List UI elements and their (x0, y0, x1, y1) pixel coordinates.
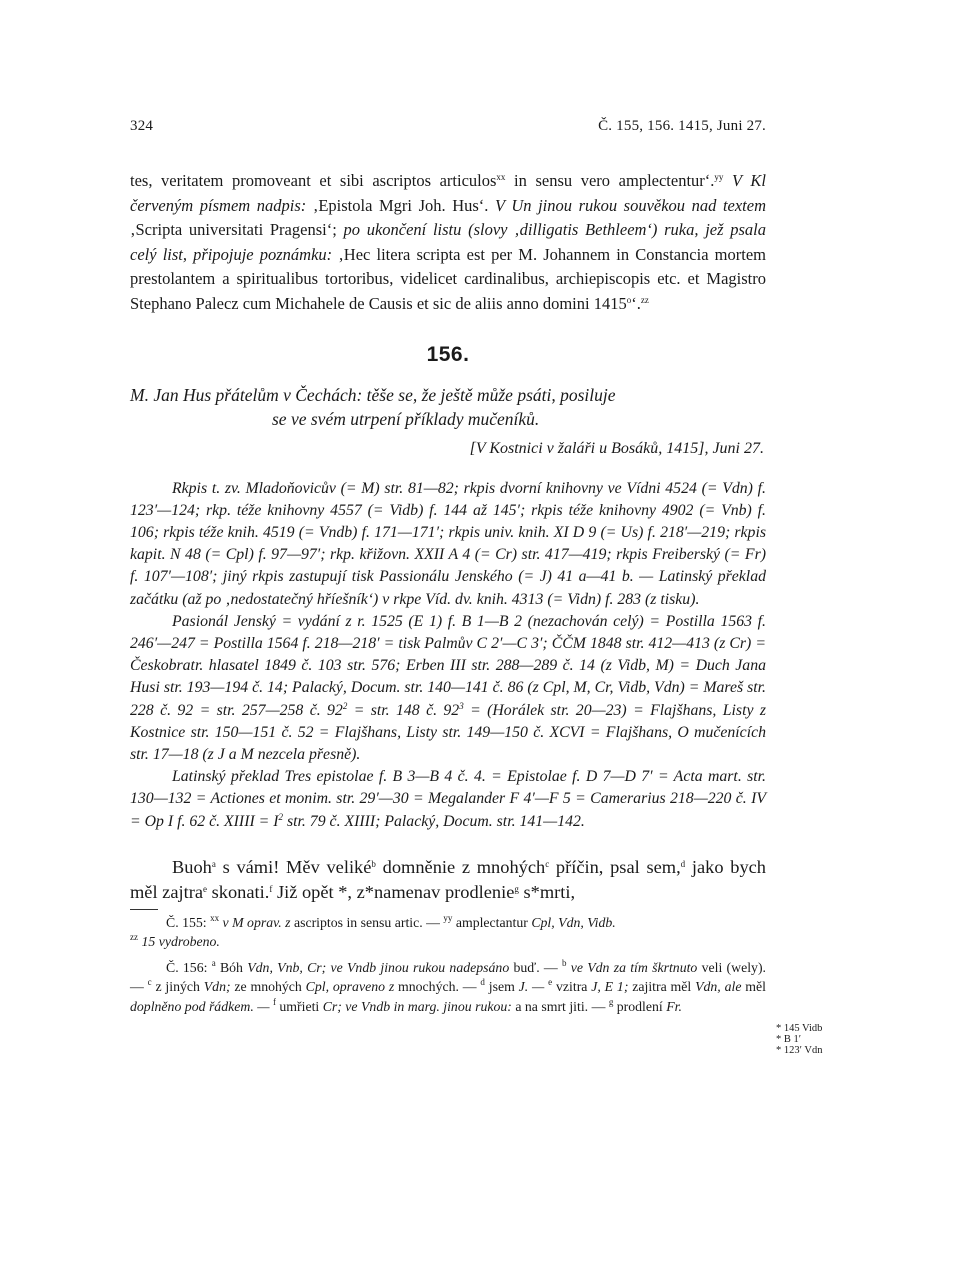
footnote-divider (130, 909, 158, 910)
latin-translation-paragraph: Latinský překlad Tres epistolae f. B 3—B 4 č. 4. = Epistolae f. D 7—D 7′ = Acta mart. str. 130—132 = Actiones et monim. str. 29′—30 = Megalander F 4′—F 5 = Camerarius 218—220 č. IV = Op I f. 62 č. XIIII = $I^2$ str. 79 č. XIIII; Palacký, Docum. str. 141—142. (130, 768, 766, 830)
manuscripts-paragraph: Rkpis t. zv. Mladoňovicův (= M) str. 81—82; rkpis dvorní knihovny ve Vídni 4524 (= Vdn) f. 123′—124; rkp. téže knihovny 4557 (= Vidb) f. 144 až 145′; rkpis téže knihovny 4902 (= Vnb) f. 106; rkpis téže knih. 4519 (= Vndb) f. 171—171′; rkpis univ. knih. XI D 9 (= Us) f. 218′—219; rkpis kapit. N 48 (= Cpl) f. 97—97′; rkp. křižovn. XXII A 4 (= Cr) str. 417—419; rkpis Freiberský (= Fr) f. 107′—108′; jiný rkpis zastupují tisk Passionálu Jenského (= J) 41 a—41 b. — Latinský překlad začátku (až po ‚nedostatečný hříešník‘) v rkpe Víd. dv. knih. 4313 (= Vidn) f. 283 (z tisku). (130, 479, 766, 608)
page-number: 324 (130, 118, 154, 134)
margin-note: * 123′ Vdn (776, 1045, 823, 1056)
page (130, 118, 766, 1016)
footnote-155: Č. 155: $^{xx}$ v M oprav. z ascriptos in sensu artic. — $^{yy}$ amplectantur Cpl, Vdn, Vidb. $^{zz}$ 15 vydrobeno. (130, 912, 616, 950)
place-date: [V Kostnici v žaláři u Bosáků, 1415], Juni 27. (469, 439, 764, 457)
margin-folio-notes (776, 1023, 822, 1056)
document-title: M. Jan Hus přátelům v Čechách: těše se, že ještě může psáti, posiluje se ve svém utrpení příklady mučeníků. (130, 384, 616, 429)
document-number: 156. (426, 342, 470, 366)
margin-note: * B 1′ (776, 1034, 802, 1045)
letter-text: Buoh$^a$ s vámi! Měv veliké$^b$ domněnie z mnohých$^c$ příčin, psal sem,$^d$ jako bych měl zajtra$^e$ skonati.$^f$ Již opět *, z*namenav prodlenie$^g$ s*mrti, (130, 856, 767, 902)
margin-note: * 145 Vidb (776, 1023, 823, 1034)
running-head: Č. 155, 156. 1415, Juni 27. (598, 118, 766, 134)
running-header (130, 118, 766, 135)
previous-document-continuation: tes, veritatem promoveant et sibi ascriptos articulos$^{xx}$ in sensu vero amplectentur‘.$^{yy}$ V Kl červeným písmem nadpis: ‚Epistola Mgri Joh. Hus‘. V Un jinou rukou souvěkou nad textem ‚Scripta universitati Pragensi‘; po ukončení listu (slovy ‚dilligatis Bethleem‘) ruka, jež psala celý list, připojuje poznámku: ‚Hec litera scripta est per M. Johannem in Constancia mortem prestolantem a spiritualibus tortoribus, videlicet cardinalibus, archiepiscopis etc. et Magistro Stephano Palecz cum Michahele de Causis et sic de aliis anno domini 1415$^o$‘.$^{zz}$ (130, 171, 767, 313)
editions-paragraph: Pasionál Jenský = vydání z r. 1525 (E 1) f. B 1—B 2 (nezachován celý) = Postilla 1563 f. 246′—247 = Postilla 1564 f. 218—218′ = tisk Palmův C 2′—C 3′; ČČM 1848 str. 412—413 (z Cr) = Českobratr. hlasatel 1849 č. 103 str. 576; Erben III str. 288—289 č. 14 (z Vidb, M) = Duch Jana Husi str. 193—194 č. 14; Palacký, Docum. str. 140—141 č. 86 (z Cpl, M, Cr, Vidb, Vdn) = Mareš str. 228 č. 92 = str. 257—258 č. $92^2$ = str. 148 č. $92^3$ = (Horálek str. 20—23) = Flajšhans, Listy z Kostnice str. 150—151 č. 52 = Flajšhans, Listy str. 149—150 č. XCVI = Flajšhans, O mučenících str. 17—18 (z J a M nezcela přesně). (130, 612, 766, 763)
footnote-156: Č. 156: $^a$ Bóh Vdn, Vnb, Cr; ve Vndb jinou rukou nadepsáno buď. — $^b$ ve Vdn za tím škrtnuto veli (wely). — $^c$ z jiných Vdn; ze mnohých Cpl, opraveno z mnochých. — $^d$ jsem J. — $^e$ vzitra J, E 1; zajitra měl Vdn, ale měl doplněno pod řádkem. — $^f$ umřieti Cr; ve Vndb in marg. jinou rukou: a na smrt jiti. — $^g$ prodlení Fr. (130, 957, 766, 1014)
footnotes (130, 913, 766, 1017)
critical-apparatus (130, 478, 766, 833)
